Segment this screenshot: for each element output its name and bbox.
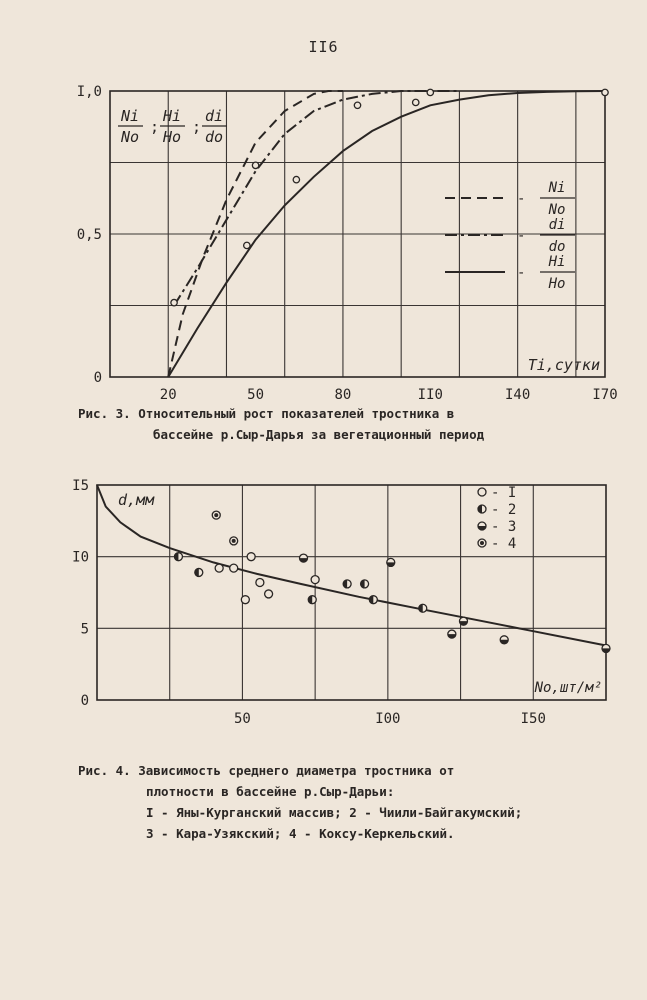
point-series-I-4-ring xyxy=(256,578,264,586)
y-axis-label xyxy=(118,107,227,146)
point-series-I-1 xyxy=(230,564,238,572)
legend-marker-3 xyxy=(478,539,486,547)
y-label-num-1: Hi xyxy=(162,107,182,125)
legend-label-0: - I xyxy=(491,485,517,501)
y-label-comma-1: ; xyxy=(192,118,202,136)
x-tick-label-0: 20 xyxy=(159,387,177,403)
x-axis-label: Ti,сутки xyxy=(527,356,600,374)
data-marker-7 xyxy=(602,89,608,95)
figure-3-caption-line-2: бассейне р.Сыр-Дарья за вегетационный период xyxy=(153,427,485,442)
y-label-num-0: Ni xyxy=(120,107,140,125)
diameter-density-chart xyxy=(0,470,647,730)
point-series-3-4 xyxy=(500,636,508,644)
legend-marker-2 xyxy=(478,522,486,530)
point-series-I-5 xyxy=(265,590,273,598)
figure-3-caption-line-1: Рис. 3. Относительный рост показателей тростника в xyxy=(78,406,455,421)
y-tick-label-2: I0 xyxy=(72,549,89,566)
y-label-den-0: No xyxy=(120,128,140,146)
figure-3-caption xyxy=(78,403,484,445)
page-number: II6 xyxy=(308,38,339,56)
point-series-I-6 xyxy=(311,576,319,584)
x-tick-label-5: I70 xyxy=(592,387,618,403)
point-series-I-0-ring xyxy=(215,564,223,572)
data-marker-1 xyxy=(244,242,250,248)
data-marker-3 xyxy=(293,176,299,182)
point-series-3-3 xyxy=(448,630,456,638)
legend-marker-3-fill xyxy=(480,541,484,545)
data-marker-6 xyxy=(427,89,433,95)
y-tick-label-3: I5 xyxy=(72,478,89,494)
x-tick-label-1: 50 xyxy=(247,387,265,403)
legend-label-1: - 2 xyxy=(491,502,517,518)
y-tick-label-1: 0,5 xyxy=(76,227,102,243)
legend-dash-0: - xyxy=(517,191,526,207)
data-marker-4 xyxy=(354,102,360,108)
data-marker-0 xyxy=(171,299,177,305)
y-tick-label-0: 0 xyxy=(80,693,89,709)
legend-dash-1: - xyxy=(517,228,526,244)
legend-num-2: Hi xyxy=(548,254,566,270)
legend-den-0: No xyxy=(548,202,566,218)
x-tick-label-2: 80 xyxy=(334,387,352,403)
point-series-I-3-ring xyxy=(247,553,255,561)
legend-den-2: Ho xyxy=(548,276,566,292)
x-tick-label-0: 50 xyxy=(233,711,251,727)
x-tick-label-2: I50 xyxy=(520,711,546,727)
figure-4-caption-line-4: 3 - Кара-Узякский; 4 - Коксу-Керкельский. xyxy=(146,826,455,841)
point-series-I-2-ring xyxy=(241,596,249,604)
legend-den-1: do xyxy=(548,239,566,255)
point-series-I-6-ring xyxy=(311,576,319,584)
point-series-I-0 xyxy=(215,564,223,572)
trend-line xyxy=(97,485,606,646)
x-tick-label-3: II0 xyxy=(417,387,443,403)
figure-4-caption-line-2: плотности в бассейне р.Сыр-Дарьи: xyxy=(146,784,395,799)
y-tick-label-2: I,0 xyxy=(76,84,102,100)
y-label-den-2: do xyxy=(204,128,224,146)
point-series-2-0 xyxy=(174,553,182,561)
legend-marker-1 xyxy=(478,505,486,513)
y-label-comma-0: ; xyxy=(150,118,160,136)
y-tick-label-1: 5 xyxy=(80,621,89,638)
point-series-4-1 xyxy=(230,537,238,545)
legend-num-0: Ni xyxy=(548,180,566,196)
point-series-I-4 xyxy=(256,578,264,586)
legend-dash-2: - xyxy=(517,265,526,281)
growth-chart xyxy=(0,70,647,403)
point-series-4-0 xyxy=(212,511,220,519)
point-series-2-3 xyxy=(343,580,351,588)
point-series-4-1-fill xyxy=(232,539,236,543)
point-series-2-6 xyxy=(419,604,427,612)
y-label-num-2: di xyxy=(204,107,224,125)
x-tick-label-1: I00 xyxy=(375,711,401,727)
point-series-3-5 xyxy=(602,644,610,652)
legend-label-3: - 4 xyxy=(491,536,517,552)
point-series-3-1 xyxy=(387,558,395,566)
point-series-2-2 xyxy=(308,596,316,604)
point-series-I-5-ring xyxy=(265,590,273,598)
plot-frame xyxy=(97,485,606,700)
data-marker-2 xyxy=(252,162,258,168)
y-tick-label-0: 0 xyxy=(93,370,102,386)
point-series-2-1 xyxy=(195,568,203,576)
figure-4-caption-line-3: I - Яны-Курганский массив; 2 - Чиили-Байгакумский; xyxy=(146,805,523,820)
x-axis-label: No,шт/м² xyxy=(534,680,602,696)
figure-4-caption xyxy=(78,760,522,844)
point-series-I-2 xyxy=(241,596,249,604)
point-series-4-0-fill xyxy=(214,513,218,517)
point-series-I-1-ring xyxy=(230,564,238,572)
point-series-3-0 xyxy=(300,554,308,562)
point-series-2-4 xyxy=(361,580,369,588)
y-label-den-1: Ho xyxy=(162,128,182,146)
point-series-2-5 xyxy=(369,596,377,604)
point-series-I-3 xyxy=(247,553,255,561)
y-axis-label: d,мм xyxy=(118,491,155,509)
legend-marker-0-ring xyxy=(478,488,486,496)
point-series-3-2 xyxy=(459,617,467,625)
figure-4-caption-line-1: Рис. 4. Зависимость среднего диаметра тростника от xyxy=(78,763,455,778)
legend-num-1: di xyxy=(548,217,566,233)
legend-marker-0 xyxy=(478,488,486,496)
data-marker-5 xyxy=(413,99,419,105)
x-tick-label-4: I40 xyxy=(504,387,531,403)
legend-label-2: - 3 xyxy=(491,519,517,535)
